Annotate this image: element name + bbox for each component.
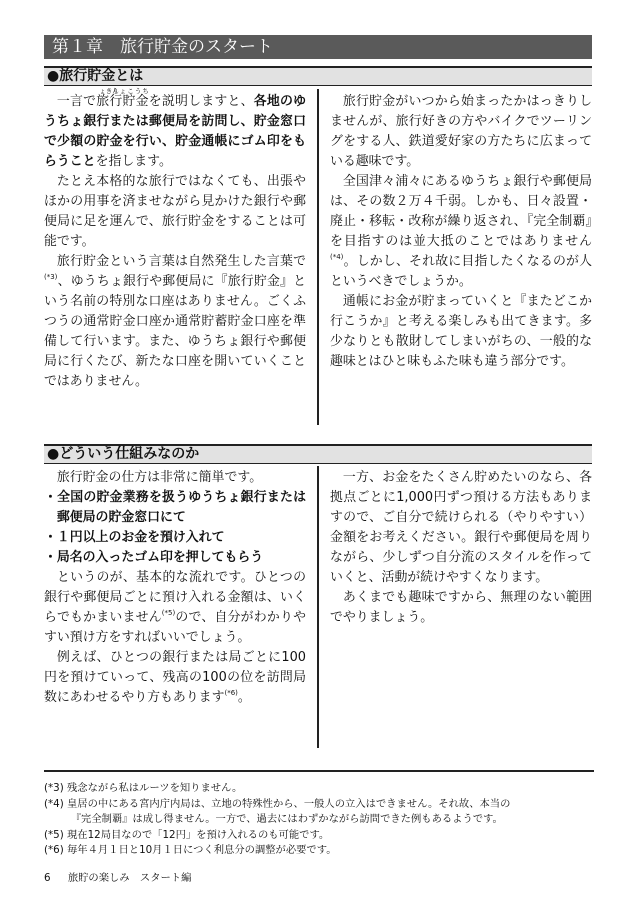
section1-left-para-1: 一言で りょこうちょきん 旅行貯金を説明しますと、各地のゆうちょ銀行または郵便局を訪問し、貯金窓口で少額の貯金を行い、貯金通帳にゴム印をもらうことを指します。 <box>44 87 307 169</box>
section2-right-para-1: 一方、お金をたくさん貯めたいのなら、各拠点ごとに1,000円ずつ預ける方法もありますので、ご自分で続けられる（やりやすい）金額をお考えください。銀行や郵便局を周りながら、少しずつ自分流のスタイルを作っていくと、活動が続けやすくなります。 <box>330 470 592 585</box>
footnote-4-continued: 『完全制覇』は成し得ません。一方で、過去にはわずかながら訪問できた例もあるようです。 <box>70 813 503 825</box>
section2-left-para-2: というのが、基本的な流れです。ひとつの銀行や郵便局ごとに預け入れる金額は、いくらでもかまいません$^{(*5)}$ので、自分がわかりやすい預け方をすればいいでしょう。 <box>44 570 306 645</box>
note-ref-3: (*3) <box>44 273 58 281</box>
section2-right-para-2: あくまでも趣味ですから、無理のない範囲でやりましょう。 <box>330 590 592 625</box>
bullet-item-2: ・１円以上のお金を預け入れて <box>44 530 225 545</box>
note-ref-4: (*4) <box>330 253 344 261</box>
section2-left-para-1: 旅行貯金の仕方は非常に簡単です。 <box>56 470 263 485</box>
footnote-6: (*6) 毎年４月１日と10月１日につく利息分の調整が必要です。 <box>44 844 337 856</box>
section-heading-what-is: ●旅行貯金とは <box>44 66 592 86</box>
section2-right-column <box>330 468 592 628</box>
section1-left-column <box>44 87 307 392</box>
definition-bold: 各地のゆうちょ銀行または郵便局を訪問し、貯金窓口で少額の貯金を行い、貯金通帳にゴム印をもらうこと <box>44 94 307 169</box>
note-ref-5: (*5) <box>161 609 176 617</box>
section1-right-para-2: 全国津々浦々にあるゆうちょ銀行や郵便局は、その数２万４千弱。しかも、日々設置・廃止・移転・改称が繰り返され、『完全制覇』を目指すのは並大抵のことではありません$^{(*4)}$。しかし、それ故に目指したくなるのが人というべきでしょうか。 <box>330 174 592 289</box>
bullet-item-3: ・局名の入ったゴム印を押してもらう <box>44 550 264 565</box>
footnote-4: (*4) 皇居の中にある宮内庁内局は、立地の特殊性から、一般人の立入はできません。それ故、本当の <box>44 797 511 810</box>
section2-left-para-3: 例えば、ひとつの銀行または局ごとに100円を預けていって、残高の100の位を訪問局数にあわせるやり方もあります$^{(*6)}$。 <box>44 650 306 705</box>
chapter-title: 第１章 旅行貯金のスタート <box>44 35 592 59</box>
section1-right-para-3: 通帳にお金が貯まっていくと『またどこか行こうか』と考える楽しみも出てきます。多少なりとも散財してしまいがちの、一般的な趣味とはひと味もふた味も違う部分です。 <box>330 294 592 369</box>
ruby-word: りょこうちょきん 旅行貯金 <box>96 87 149 109</box>
footnote-5: (*5) 現在12局目なので「12円」を預け入れるのも可能です。 <box>44 828 330 841</box>
notes-divider <box>44 770 594 772</box>
footnote-3: (*3) 残念ながら私はルーツを知りません。 <box>44 782 243 794</box>
page-footer <box>44 869 205 884</box>
section1-left-para-2: たとえ本格的な旅行ではなくても、出張やほかの用事を済ませながら見かけた銀行や郵便局に足を運んで、旅行貯金をすることは可能です。 <box>44 174 306 249</box>
section1-right-column <box>330 92 592 372</box>
bullet-item-1: ・全国の貯金業務を扱うゆうちょ銀行または郵便局の貯金窓口にて <box>44 490 306 525</box>
section1-right-para-1: 旅行貯金がいつから始まったかはっきりしませんが、旅行好きの方やバイクでツーリングをする人、鉄道愛好家の方たちに広まっている趣味です。 <box>330 94 592 169</box>
page-number: 6 <box>44 872 51 884</box>
section2-left-column <box>44 468 306 708</box>
column-divider-2 <box>317 466 319 748</box>
section-heading-how-it-works: ●どういう仕組みなのか <box>44 444 592 464</box>
book-title: 旅貯の楽しみ スタート編 <box>67 872 192 884</box>
column-divider-1 <box>317 89 319 425</box>
footnotes <box>44 781 594 859</box>
note-ref-6: (*6) <box>224 689 238 697</box>
section1-left-para-3: 旅行貯金という言葉は自然発生した言葉で$^{(*3)}$、ゆうちょ銀行や郵便局に『旅行貯金』という名前の特別な口座はありません。ごくふつうの通常貯金口座か通常貯蓄貯金口座を準備して行います。また、ゆうちょ銀行や郵便局に行くたび、新たな口座を開いていくことではありません。 <box>44 254 306 389</box>
